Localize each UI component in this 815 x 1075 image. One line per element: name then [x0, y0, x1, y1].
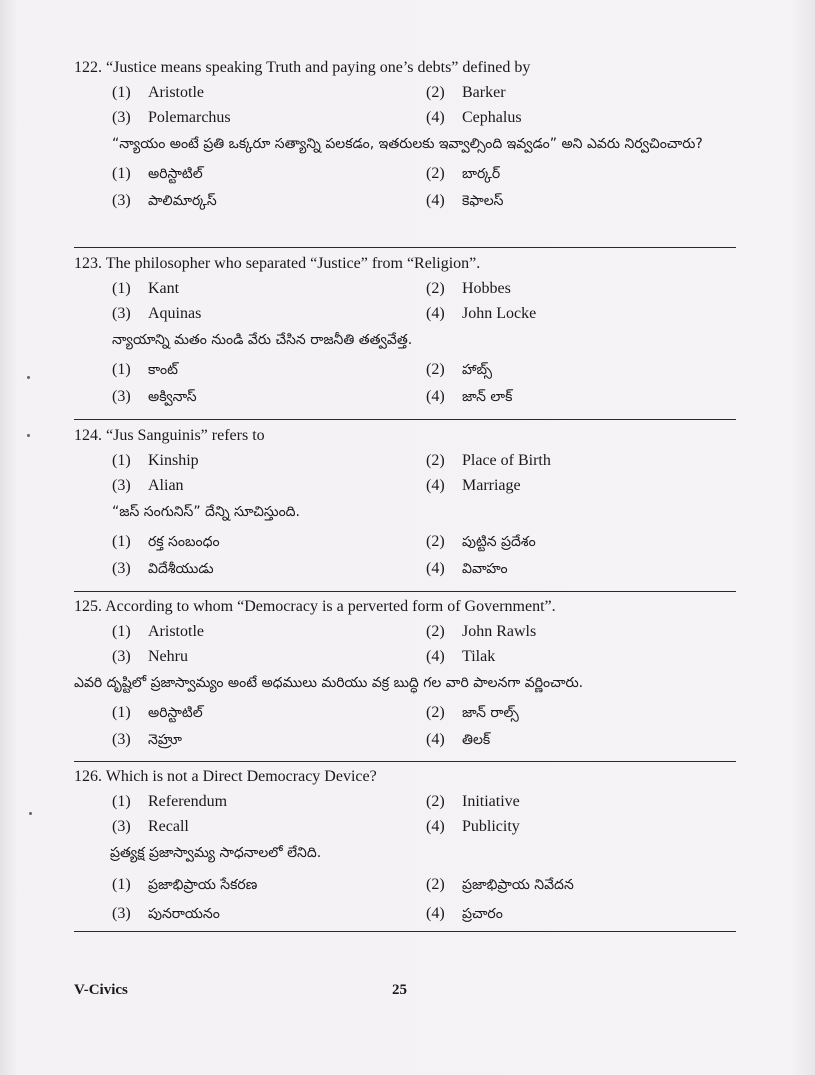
- section-divider: [74, 761, 736, 762]
- question-text: [74, 764, 377, 789]
- telugu-question: న్యాయాన్ని మతం నుండి వేరు చేసిన రాజనీతి తత్వవేత్త.: [112, 332, 413, 348]
- option-en-4: (4) Marriage: [426, 477, 521, 494]
- option-te-4: (4) తిలక్: [426, 731, 491, 748]
- scan-speck: [27, 376, 30, 379]
- question-statement: The philosopher who separated “Justice” from “Religion”.: [105, 255, 481, 272]
- question-text: [74, 55, 530, 80]
- option-te-4: (4) ప్రచారం: [426, 905, 503, 922]
- question-statement: “Justice means speaking Truth and paying one’s debts” defined by: [106, 59, 531, 76]
- scan-speck: [29, 812, 32, 815]
- option-te-4: (4) కెఫాలస్: [426, 192, 504, 209]
- option-te-1: (1) అరిస్టాటిల్: [112, 704, 203, 721]
- option-en-4: (4) Publicity: [426, 818, 520, 835]
- telugu-question: ఎవరి దృష్టిలో ప్రజాస్వామ్యం అంటే అధములు మరియు వక్ర బుద్ధి గల వారి పాలనగా వర్ణించారు.: [74, 675, 584, 691]
- question-number: 124.: [74, 427, 102, 444]
- question-126: [74, 764, 738, 926]
- question-125: [74, 594, 738, 752]
- option-en-2: (2) John Rawls: [426, 623, 537, 640]
- option-en-1: (1) Kant: [112, 280, 180, 297]
- option-te-3: (3) విదేశీయుడు: [112, 560, 214, 577]
- question-number: 122.: [74, 59, 102, 76]
- option-en-3: (3) Alian: [112, 477, 184, 494]
- option-en-1: (1) Referendum: [112, 793, 228, 810]
- option-en-1: (1) Aristotle: [112, 623, 204, 640]
- telugu-question: “న్యాయం అంటే ప్రతి ఒక్కరూ సత్యాన్ని పలకడం, ఇతరులకు ఇవ్వాల్సింది ఇవ్వడం” అని ఎవరు నిర్వచించారు?: [112, 136, 703, 152]
- telugu-question: “జస్ సంగునిస్” దేన్ని సూచిస్తుంది.: [112, 504, 300, 520]
- option-en-4: (4) Cephalus: [426, 109, 522, 126]
- option-en-3: (3) Nehru: [112, 648, 188, 665]
- option-en-4: (4) Tilak: [426, 648, 496, 665]
- question-statement: Which is not a Direct Democracy Device?: [105, 768, 377, 785]
- question-number: 125.: [74, 598, 102, 615]
- option-te-3: (3) అక్వినాస్: [112, 388, 197, 405]
- question-statement: According to whom “Democracy is a perverted form of Government”.: [105, 598, 556, 615]
- option-te-2: (2) హాబ్స్: [426, 361, 493, 378]
- section-divider: [74, 419, 736, 420]
- telugu-question: ప్రత్యక్ష ప్రజాస్వామ్య సాధనాలలో లేనిది.: [110, 845, 322, 861]
- scan-speck: [27, 434, 30, 437]
- option-en-2: (2) Place of Birth: [426, 452, 551, 469]
- option-en-3: (3) Polemarchus: [112, 109, 231, 126]
- option-en-1: (1) Kinship: [112, 452, 199, 469]
- question-number: 123.: [74, 255, 102, 272]
- option-en-2: (2) Hobbes: [426, 280, 511, 297]
- question-statement: “Jus Sanguinis” refers to: [106, 427, 265, 444]
- section-divider: [74, 591, 736, 592]
- option-en-1: (1) Aristotle: [112, 84, 204, 101]
- option-te-1: (1) ప్రజాభిప్రాయ సేకరణ: [112, 876, 258, 893]
- question-text: [74, 423, 265, 448]
- option-en-3: (3) Recall: [112, 818, 189, 835]
- option-te-2: (2) పుట్టిన ప్రదేశం: [426, 533, 536, 550]
- question-122: [74, 55, 738, 213]
- option-en-3: (3) Aquinas: [112, 305, 202, 322]
- option-en-4: (4) John Locke: [426, 305, 537, 322]
- question-text: [74, 251, 480, 276]
- section-divider: [74, 247, 736, 248]
- option-en-2: (2) Initiative: [426, 793, 520, 810]
- option-en-2: (2) Barker: [426, 84, 506, 101]
- question-text: [74, 594, 556, 619]
- section-divider: [74, 931, 736, 932]
- question-number: 126.: [74, 768, 102, 785]
- option-te-1: (1) రక్త సంబంధం: [112, 533, 220, 550]
- option-te-4: (4) జాన్ లాక్: [426, 388, 513, 405]
- option-te-2: (2) బార్కర్: [426, 165, 501, 182]
- subject-code: V-Civics: [74, 982, 128, 998]
- option-te-4: (4) వివాహం: [426, 560, 508, 577]
- option-te-2: (2) జాన్ రాల్స్: [426, 704, 519, 721]
- option-te-1: (1) అరిస్టాటిల్: [112, 165, 203, 182]
- option-te-3: (3) పాలిమార్కస్: [112, 192, 217, 209]
- question-123: [74, 251, 738, 409]
- page-number: 25: [392, 982, 407, 998]
- option-te-3: (3) నెహ్రూ: [112, 731, 182, 748]
- option-te-1: (1) కాంట్: [112, 361, 178, 378]
- option-te-3: (3) పునరాయనం: [112, 905, 220, 922]
- question-124: [74, 423, 738, 581]
- option-te-2: (2) ప్రజాభిప్రాయ నివేదన: [426, 876, 574, 893]
